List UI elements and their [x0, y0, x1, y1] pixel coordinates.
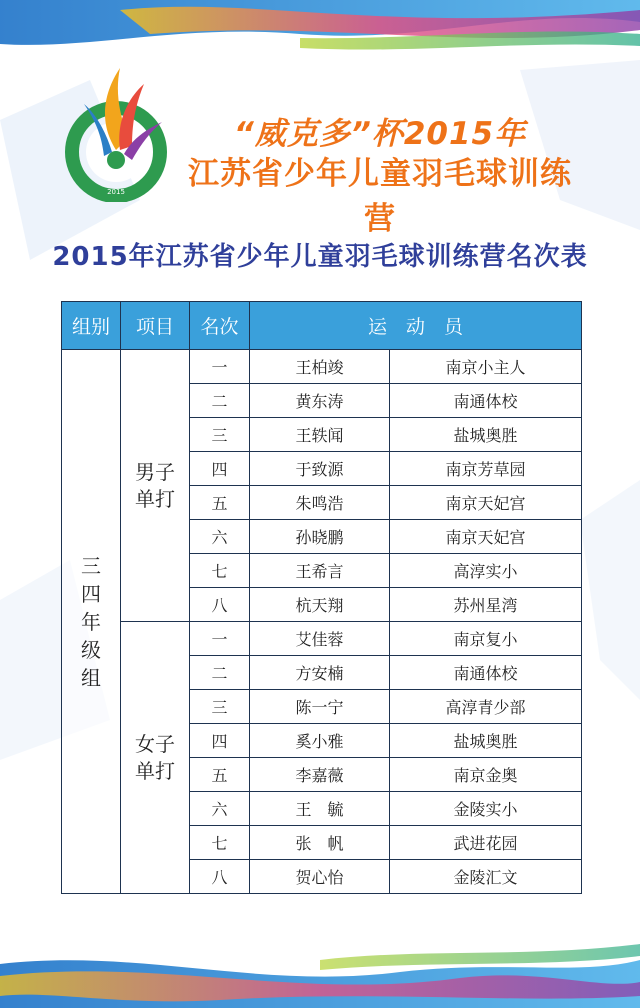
- svg-text:2015: 2015: [107, 188, 125, 196]
- camp-logo: [58, 62, 178, 202]
- rank-cell: 六: [190, 520, 250, 554]
- rank-cell: 七: [190, 554, 250, 588]
- table-header-row: [62, 302, 582, 350]
- rank-cell: 五: [190, 486, 250, 520]
- athlete-unit: 金陵实小: [390, 792, 582, 826]
- rank-cell: 四: [190, 724, 250, 758]
- rank-cell: 二: [190, 384, 250, 418]
- rank-cell: 六: [190, 792, 250, 826]
- athlete-name: 艾佳蓉: [250, 622, 390, 656]
- rank-cell: 三: [190, 418, 250, 452]
- camp-title-line2: 江苏省少年儿童羽毛球训练营: [188, 156, 572, 237]
- athlete-unit: 盐城奥胜: [390, 724, 582, 758]
- event-label: 女子单打: [135, 731, 175, 783]
- athlete-unit: 高淳实小: [390, 554, 582, 588]
- event-label: 男子单打: [135, 459, 175, 511]
- rank-cell: 八: [190, 860, 250, 894]
- athlete-name: 于致源: [250, 452, 390, 486]
- table-row: [62, 622, 582, 656]
- athlete-unit: 武进花园: [390, 826, 582, 860]
- athlete-name: 孙晓鹏: [250, 520, 390, 554]
- athlete-name: 陈一宁: [250, 690, 390, 724]
- athlete-unit: 南京天妃宫: [390, 486, 582, 520]
- athlete-name: 贺心怡: [250, 860, 390, 894]
- athlete-name: 杭天翔: [250, 588, 390, 622]
- athlete-unit: 南京复小: [390, 622, 582, 656]
- athlete-unit: 高淳青少部: [390, 690, 582, 724]
- athlete-name: 王柏竣: [250, 350, 390, 384]
- rank-cell: 五: [190, 758, 250, 792]
- athlete-name: 朱鸣浩: [250, 486, 390, 520]
- page-heading: 2015年江苏省少年儿童羽毛球训练营名次表: [52, 242, 588, 272]
- athlete-unit: 南京小主人: [390, 350, 582, 384]
- header-rank: 名次: [190, 302, 250, 350]
- ranking-table: [61, 301, 582, 894]
- athlete-name: 李嘉薇: [250, 758, 390, 792]
- event-cell-womens: [121, 622, 190, 894]
- header-athlete: 运 动 员: [250, 302, 582, 350]
- camp-title-line1: “威克多”杯2015年: [233, 116, 527, 152]
- event-cell-mens: [121, 350, 190, 622]
- rank-cell: 七: [190, 826, 250, 860]
- rank-cell: 四: [190, 452, 250, 486]
- athlete-name: 方安楠: [250, 656, 390, 690]
- header-event: 项目: [121, 302, 190, 350]
- rank-cell: 一: [190, 350, 250, 384]
- athlete-unit: 苏州星湾: [390, 588, 582, 622]
- athlete-unit: 南京天妃宫: [390, 520, 582, 554]
- athlete-unit: 盐城奥胜: [390, 418, 582, 452]
- athlete-unit: 南通体校: [390, 656, 582, 690]
- table-row: [62, 350, 582, 384]
- rank-cell: 八: [190, 588, 250, 622]
- header-group: 组别: [62, 302, 121, 350]
- athlete-name: 张 帆: [250, 826, 390, 860]
- rank-cell: 二: [190, 656, 250, 690]
- athlete-unit: 南京芳草园: [390, 452, 582, 486]
- athlete-name: 王轶闻: [250, 418, 390, 452]
- athlete-name: 黄东涛: [250, 384, 390, 418]
- rank-cell: 一: [190, 622, 250, 656]
- athlete-unit: 金陵汇文: [390, 860, 582, 894]
- athlete-unit: 南京金奥: [390, 758, 582, 792]
- rank-cell: 三: [190, 690, 250, 724]
- group-cell: [62, 350, 121, 894]
- athlete-name: 奚小雅: [250, 724, 390, 758]
- athlete-unit: 南通体校: [390, 384, 582, 418]
- athlete-name: 王希言: [250, 554, 390, 588]
- group-label: 三四年级组: [81, 553, 101, 690]
- athlete-name: 王 毓: [250, 792, 390, 826]
